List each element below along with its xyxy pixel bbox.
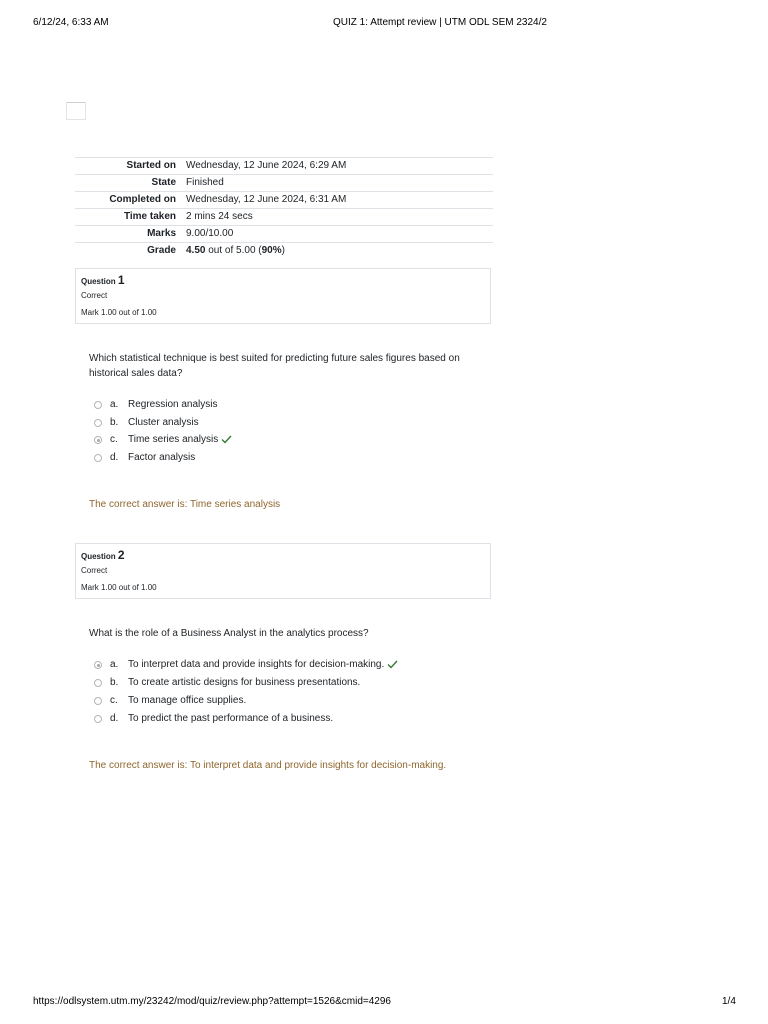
question-mark: Mark 1.00 out of 1.00 [81, 308, 157, 317]
answer-text: Regression analysis [128, 399, 218, 410]
grade-value [182, 243, 493, 260]
grade-percent: 90% [261, 245, 282, 256]
print-page-number: 1/4 [722, 996, 736, 1007]
summary-label: State [151, 177, 176, 188]
radio-button[interactable] [94, 715, 102, 723]
attempt-summary-table [75, 157, 493, 259]
answer-text: To predict the past performance of a business. [128, 713, 334, 724]
summary-label: Time taken [123, 211, 176, 222]
answer-text-wrap [128, 657, 398, 673]
answer-letter: b. [110, 677, 119, 688]
radio-button[interactable] [94, 454, 102, 462]
answer-text: Factor analysis [128, 452, 196, 463]
question-state: Correct [81, 291, 108, 300]
answer-letter: d. [110, 452, 119, 463]
answer-letter: c. [110, 434, 118, 445]
print-url: https://odlsystem.utm.my/23242/mod/quiz/review.php?attempt=1526&cmid=4296 [33, 996, 391, 1007]
radio-button-checked[interactable] [94, 436, 102, 444]
question-text: What is the role of a Business Analyst in the analytics process? [89, 628, 369, 639]
question-number [81, 548, 125, 562]
answer-text: To create artistic designs for business presentations. [128, 677, 361, 688]
correct-answer-feedback: The correct answer is: Time series analysis [89, 499, 281, 510]
correct-answer-feedback: The correct answer is: To interpret data and provide insights for decision-making. [89, 760, 447, 771]
summary-value: Wednesday, 12 June 2024, 6:29 AM [186, 160, 347, 171]
summary-value: 9.00/10.00 [186, 228, 234, 239]
summary-value: Finished [186, 177, 224, 188]
question-info-box [75, 268, 491, 324]
answer-text: To interpret data and provide insights for decision-making. [128, 659, 385, 670]
summary-value: Wednesday, 12 June 2024, 6:31 AM [186, 194, 347, 205]
summary-label: Completed on [109, 194, 176, 205]
question-prefix: Question [81, 552, 116, 561]
answer-letter: a. [110, 399, 119, 410]
answer-text: To manage office supplies. [128, 695, 247, 706]
question-num: 2 [117, 548, 125, 562]
check-icon [221, 435, 232, 444]
answer-text: Time series analysis [128, 434, 219, 445]
grade-end: ) [281, 245, 285, 256]
answer-letter: d. [110, 713, 119, 724]
question-prefix: Question [81, 277, 116, 286]
summary-row [75, 158, 493, 175]
grade-mid: out of 5.00 ( [205, 245, 262, 256]
print-title: QUIZ 1: Attempt review | UTM ODL SEM 2324/2 [333, 17, 547, 28]
question-number [81, 273, 125, 287]
radio-button[interactable] [94, 679, 102, 687]
answer-letter: a. [110, 659, 119, 670]
answer-text: Cluster analysis [128, 417, 199, 428]
radio-button[interactable] [94, 697, 102, 705]
answer-letter: c. [110, 695, 118, 706]
summary-row [75, 175, 493, 192]
question-info-box [75, 543, 491, 599]
summary-label: Marks [147, 228, 176, 239]
radio-button-checked[interactable] [94, 661, 102, 669]
radio-button[interactable] [94, 419, 102, 427]
summary-value: 2 mins 24 secs [186, 211, 253, 222]
grade-score: 4.50 [186, 245, 206, 256]
check-icon [387, 660, 398, 669]
question-text: Which statistical technique is best suited for predicting future sales figures based on historical sales data? [89, 353, 460, 379]
question-mark: Mark 1.00 out of 1.00 [81, 583, 157, 592]
answer-letter: b. [110, 417, 119, 428]
site-logo [66, 102, 86, 120]
summary-row-grade [75, 243, 493, 260]
radio-button[interactable] [94, 401, 102, 409]
answer-text-wrap [128, 432, 232, 448]
summary-row [75, 209, 493, 226]
grade-label: Grade [147, 245, 176, 256]
summary-row [75, 226, 493, 243]
summary-label: Started on [126, 160, 176, 171]
print-datetime: 6/12/24, 6:33 AM [33, 17, 109, 28]
question-num: 1 [117, 273, 125, 287]
question-state: Correct [81, 566, 108, 575]
summary-row [75, 192, 493, 209]
